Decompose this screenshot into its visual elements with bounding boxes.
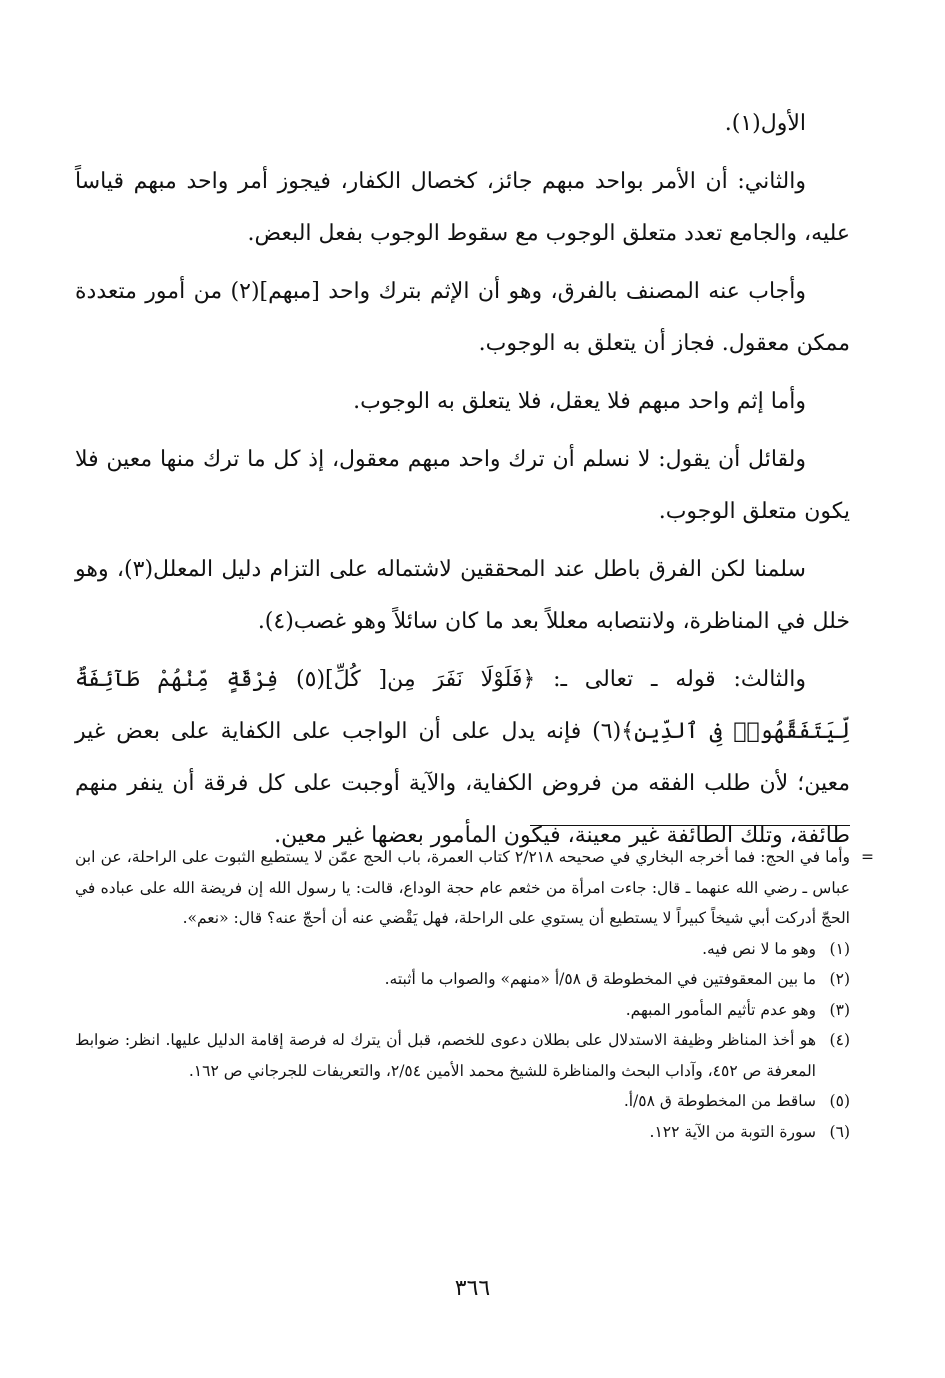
- footnote-6: [75, 1117, 850, 1148]
- footnote-continuation: [75, 842, 874, 934]
- footnote-number: (٥): [829, 1092, 850, 1110]
- footnote-text: هو أخذ المناظر وظيفة الاستدلال على بطلان دعوى للخصم، قبل أن يترك له فرصة إقامة الدليل عليها. انظر: ضوابط المعرفة ص ٤٥٢، وآداب البحث والمناظرة للشيخ محمد الأمين ٢/٥٤، والتعريفات للجرجاني ص ١٦٢.: [75, 1031, 816, 1080]
- paragraph-4: وأما إثم واحد مبهم فلا يعقل، فلا يتعلق به الوجوب.: [353, 389, 806, 414]
- footnote-separator: [530, 825, 850, 826]
- main-text: [75, 98, 850, 868]
- footnote-number: (٣): [829, 1000, 850, 1019]
- footnote-number: (٢): [829, 970, 850, 988]
- footnote-continuation-text: وأما في الحج: فما أخرجه البخاري في صحيحه ٢/٢١٨ كتاب العمرة، باب الحج عمّن لا يستطيع الثبوت على الراحلة، عن ابن عباس ـ رضي الله عنهما ـ قال: جاءت امرأة من خثعم عام حجة الوداع، قالت: يا رسول الله إن فريضة الله على عباده في الحجّ أدركت أبي شيخاً كبيراً لا يستطيع أن يستوي على الراحلة، فهل يَقْضي عنه أن أحجّ عنه؟ قال: «نعم».: [75, 848, 850, 927]
- paragraph-5: ولقائل أن يقول: لا نسلم أن ترك واحد مبهم معقول، إذ كل ما ترك منها معين فلا يكون متعلق الوجوب.: [75, 447, 850, 524]
- footnote-text: وهو ما لا نص فيه.: [702, 939, 816, 958]
- footnote-text: سورة التوبة من الآية ١٢٢.: [649, 1122, 816, 1141]
- footnote-5: [75, 1086, 850, 1117]
- footnote-text: وهو عدم تأثيم المأمور المبهم.: [625, 1000, 816, 1019]
- paragraph-3: وأجاب عنه المصنف بالفرق، وهو أن الإثم بترك واحد [مبهم](٢) من أمور متعددة ممكن معقول. فجاز أن يتعلق به الوجوب.: [75, 279, 850, 356]
- footnote-number: (٤): [829, 1031, 850, 1049]
- footnote-2: [75, 964, 850, 995]
- footnote-4: [75, 1025, 850, 1086]
- paragraph-6: سلمنا لكن الفرق باطل عند المحققين لاشتماله على التزام دليل المعلل(٣)، وهو خلل في المناظرة، ولانتصابه معللاً بعد ما كان سائلاً وهو غصب(٤).: [75, 557, 850, 634]
- paragraph-1: الأول(١).: [724, 111, 806, 136]
- footnote-text: ساقط من المخطوطة ق ٥٨/أ.: [623, 1092, 816, 1110]
- footnote-text: ما بين المعقوفتين في المخطوطة ق ٥٨/أ «منهم» والصواب ما أثبته.: [384, 970, 816, 988]
- page-number: ٣٦٦: [454, 1276, 491, 1301]
- footnotes: [75, 842, 874, 1147]
- footnote-1: [75, 934, 850, 965]
- paragraph-7: والثالث: قوله ـ تعالى ـ: ﴿فَلَوْلَا نَفَرَ مِن[ كُلِّ](٥) فِرْقَةٍ مِّنْهُمْ طَآئِفَةٌ لِّيَتَفَقَّهُوا۟ فِى ٱلدِّينِ﴾(٦) فإنه يدل على أن الواجب على الكفاية على بعض غير معين؛ لأن طلب الفقه من فروض الكفاية، والآية أوجبت على كل فرقة أن ينفر منهم طائفة، وتلك الطائفة غير معينة، فيكون المأمور بعضها غير معين.: [75, 667, 850, 848]
- footnote-number: (٦): [829, 1122, 850, 1141]
- paragraph-2: والثاني: أن الأمر بواحد مبهم جائز، كخصال الكفار، فيجوز أمر واحد مبهم قياساً عليه، والجامع تعدد متعلق الوجوب مع سقوط الوجوب بفعل البعض.: [75, 169, 850, 246]
- footnote-3: [75, 995, 850, 1026]
- continuation-mark: =: [861, 848, 874, 866]
- footnote-number: (١): [829, 939, 850, 958]
